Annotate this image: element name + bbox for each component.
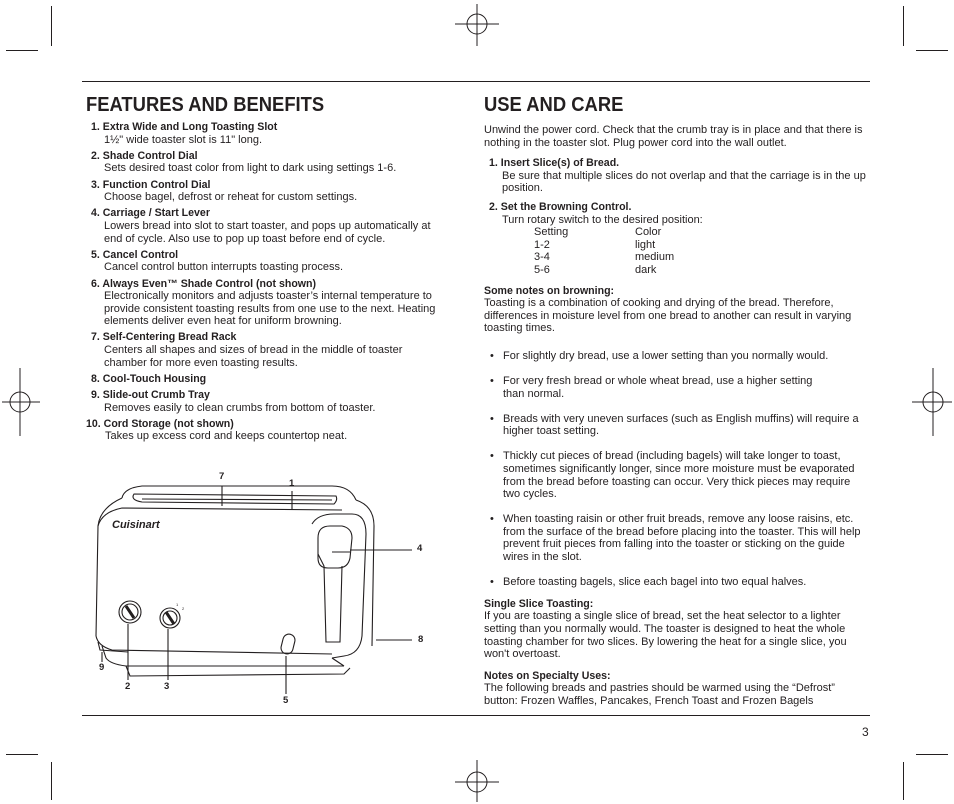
- browning-title: Some notes on browning:: [484, 284, 615, 297]
- feature-item: [86, 207, 436, 245]
- callout-1: 1: [289, 478, 295, 489]
- feature-title: 8. Cool-Touch Housing: [91, 372, 207, 385]
- callout-9: 9: [99, 662, 105, 673]
- toaster-diagram: [82, 466, 442, 712]
- settings-cell: light: [635, 238, 656, 251]
- use-care-content: [484, 124, 868, 707]
- callout-5: 5: [283, 695, 289, 706]
- single-slice-text: If you are toasting a single slice of bread, set the heat selector to a lighter setting than you normally would. The toaster is designed to heat the whole toasting chamber for two slices. By lowering the heat for a single slice, you won't overtoast.: [484, 610, 847, 661]
- feature-desc: 1½" wide toaster slot is 11" long.: [104, 133, 263, 146]
- feature-desc: Choose bagel, defrost or reheat for custom settings.: [104, 191, 358, 204]
- feature-title: 1. Extra Wide and Long Toasting Slot: [91, 121, 278, 133]
- settings-header-row: [534, 226, 868, 239]
- feature-item: [86, 389, 436, 414]
- settings-header-color: Color: [635, 226, 662, 239]
- registration-mark: [0, 368, 40, 436]
- feature-item: [86, 249, 436, 274]
- feature-item: [86, 331, 436, 369]
- feature-desc: Lowers bread into slot to start toaster, and pops up automatically at end of cycle. Also use to pop up toast before end of cycle.: [104, 219, 431, 245]
- bullet-item: • Breads with very uneven surfaces (such as English muffins) will require a higher toast setting.: [484, 413, 868, 438]
- settings-row: [534, 251, 868, 264]
- callout-8: 8: [418, 634, 424, 645]
- settings-cell: 5-6: [534, 263, 550, 276]
- crop-mark: [6, 754, 38, 755]
- feature-title: 4. Carriage / Start Lever: [91, 207, 210, 220]
- step-1: [484, 157, 868, 195]
- bullet-text: For very fresh bread or whole wheat bread, use a higher setting than normal.: [503, 375, 813, 400]
- settings-row: [534, 239, 868, 252]
- step-2: [484, 201, 868, 277]
- crop-mark: [903, 6, 904, 46]
- bullet-item: • For very fresh bread or whole wheat bread, use a higher setting than normal.: [484, 375, 868, 400]
- registration-mark: [455, 760, 499, 804]
- feature-desc: Removes easily to clean crumbs from bottom of toaster.: [104, 401, 376, 414]
- crop-mark: [916, 50, 948, 51]
- bullet-item: • For slightly dry bread, use a lower setting than you normally would.: [484, 350, 868, 363]
- bullet-item: • Thickly cut pieces of bread (including bagels) will take longer to toast, sometimes significantly longer, since more moisture must be evaporated from the bread before toasting can occur. Very thick pieces may require two cycles.: [484, 450, 868, 500]
- callout-4: 4: [417, 543, 423, 554]
- settings-cell: 1-2: [534, 238, 550, 251]
- svg-text:1: 1: [176, 602, 179, 607]
- step-desc: Turn rotary switch to the desired position:: [502, 213, 703, 226]
- feature-title: 6. Always Even™ Shade Control (not shown): [91, 277, 317, 290]
- feature-item: [86, 150, 436, 175]
- intro-paragraph: Unwind the power cord. Check that the crumb tray is in place and that there is nothing in the toaster slot. Plug power cord into the wall outlet.: [484, 124, 863, 149]
- feature-title: 2. Shade Control Dial: [91, 149, 198, 162]
- crop-mark: [903, 762, 904, 800]
- settings-table: [534, 226, 868, 276]
- crop-mark: [51, 6, 52, 46]
- feature-item: [86, 373, 436, 386]
- browning-bullets: [484, 344, 868, 589]
- settings-cell: 3-4: [534, 251, 550, 264]
- crop-mark: [51, 762, 52, 800]
- feature-title: 9. Slide-out Crumb Tray: [91, 389, 210, 402]
- feature-desc: Takes up excess cord and keeps countertop neat.: [105, 430, 348, 443]
- bullet-text: Thickly cut pieces of bread (including bagels) will take longer to toast, sometimes significantly longer, since more moisture must be evaporated from the bread before toasting can occur. Very thick pieces may require two cycles.: [503, 450, 855, 501]
- feature-desc: Centers all shapes and sizes of bread in the middle of toaster chamber for more even toasting results.: [104, 344, 403, 369]
- registration-mark: [912, 368, 954, 436]
- page-number: 3: [862, 725, 869, 739]
- feature-desc: Cancel control button interrupts toasting process.: [104, 261, 344, 274]
- feature-title: 3. Function Control Dial: [91, 178, 211, 191]
- browning-text: Toasting is a combination of cooking and drying of the bread. Therefore, differences in moisture level from one bread to another can result in varying toasting times.: [484, 297, 852, 335]
- crop-mark: [916, 754, 948, 755]
- feature-item: [86, 278, 436, 328]
- feature-item: [86, 179, 436, 204]
- bullet-item: • Before toasting bagels, slice each bagel into two equal halves.: [484, 576, 868, 589]
- settings-header-setting: Setting: [534, 226, 569, 239]
- crop-mark: [6, 50, 38, 51]
- callout-7: 7: [219, 471, 225, 482]
- settings-cell: medium: [635, 251, 675, 264]
- svg-text:2: 2: [182, 606, 185, 611]
- settings-row: [534, 264, 868, 277]
- feature-item: [86, 418, 436, 443]
- brand-logo-text: Cuisinart: [112, 519, 160, 531]
- browning-notes: [484, 285, 868, 335]
- callout-3: 3: [164, 681, 170, 692]
- feature-desc: Electronically monitors and adjusts toaster’s internal temperature to provide consistent toasting results from one use to the next. Heating elements deliver even heat for uniform browning.: [104, 290, 436, 328]
- feature-item: [86, 121, 436, 146]
- step-title: 2. Set the Browning Control.: [489, 200, 632, 213]
- callout-2: 2: [125, 681, 131, 692]
- settings-cell: dark: [635, 263, 657, 276]
- feature-title: 5. Cancel Control: [91, 248, 179, 261]
- bullet-text: When toasting raisin or other fruit breads, remove any loose raisins, etc. from the surface of the bread before placing into the toaster. This will help prevent fruit pieces from falling into the toaster or sticking on the guide wires in the slot.: [503, 513, 861, 564]
- feature-title: 7. Self-Centering Bread Rack: [91, 331, 237, 344]
- bullet-text: Before toasting bagels, slice each bagel into two equal halves.: [503, 576, 807, 589]
- specialty-title: Notes on Specialty Uses:: [484, 669, 611, 682]
- feature-title: 10. Cord Storage (not shown): [86, 417, 234, 430]
- bottom-rule: [82, 715, 870, 716]
- bullet-text: Breads with very uneven surfaces (such as English muffins) will require a higher toast setting.: [503, 412, 859, 438]
- step-desc: Be sure that multiple slices do not overlap and that the carriage is in the up position.: [502, 169, 866, 195]
- top-rule: [82, 81, 870, 82]
- feature-desc: Sets desired toast color from light to dark using settings 1-6.: [104, 162, 397, 175]
- specialty-text: The following breads and pastries should be warmed using the “Defrost” button: Frozen Waffles, Pancakes, French Toast and Frozen Bagels: [484, 682, 835, 707]
- features-list: [86, 121, 436, 447]
- bullet-item: • When toasting raisin or other fruit breads, remove any loose raisins, etc. from the surface of the bread before placing into the toaster. This will help prevent fruit pieces from falling into the toaster or sticking on the guide wires in the slot.: [484, 513, 868, 563]
- bullet-text: For slightly dry bread, use a lower setting than you normally would.: [503, 349, 829, 362]
- features-heading: FEATURES AND BENEFITS: [86, 94, 325, 116]
- use-care-heading: USE AND CARE: [484, 94, 624, 116]
- single-slice-title: Single Slice Toasting:: [484, 597, 594, 610]
- step-title: 1. Insert Slice(s) of Bread.: [489, 157, 620, 170]
- specialty-section: [484, 670, 868, 708]
- registration-mark: [455, 2, 499, 46]
- single-slice-section: [484, 598, 868, 661]
